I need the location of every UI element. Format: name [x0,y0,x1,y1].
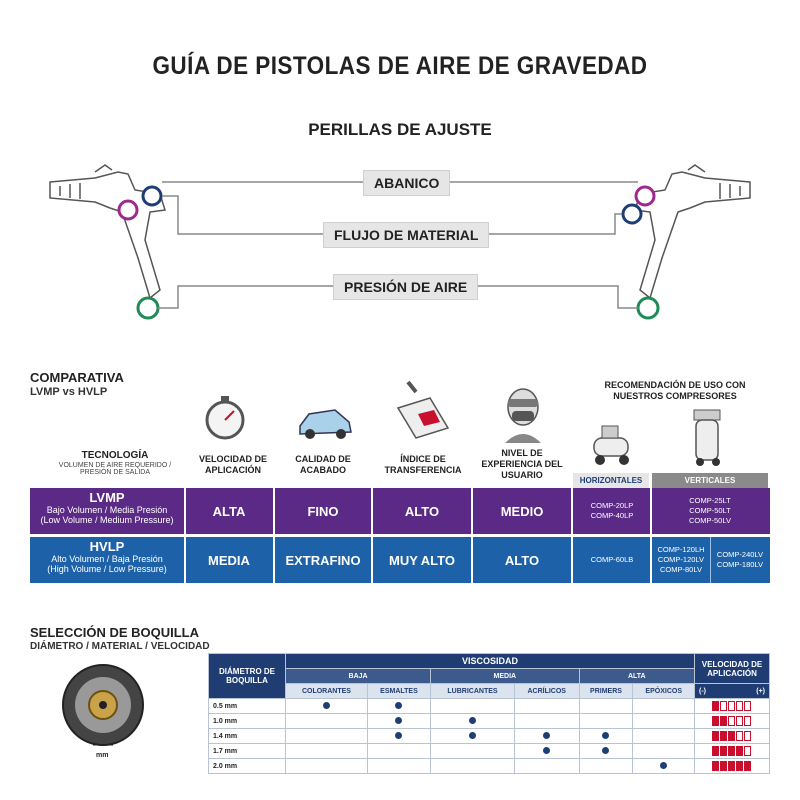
speed-bar [712,731,719,741]
knob-label-air: PRESIÓN DE AIRE [333,274,478,300]
compat-dot-icon [602,732,609,739]
speed-bar [712,746,719,756]
compat-dot-icon [469,732,476,739]
speed-bar [712,761,719,771]
col-head-speed: VELOCIDAD DE APLICACIÓN [198,454,267,475]
speed-bar [736,701,743,711]
speed-bars [695,759,770,774]
lvmp-speed: ALTA [212,503,246,519]
compat-dot-icon [395,717,402,724]
nozzle-cell [514,729,579,744]
speed-bar [744,701,751,711]
col-head-experience: NIVEL DE EXPERIENCIA DEL USUARIO [481,448,563,480]
speed-max: (+) [756,687,765,695]
hvlp-speed: MEDIA [208,552,250,568]
lvmp-horizontal [574,488,650,534]
nozzle-cell [367,699,430,714]
material-acrilicos: ACRÍLICOS [514,684,579,699]
nozzle-cell [286,699,368,714]
divider [571,488,573,583]
divider [273,488,275,583]
nozzle-cell [367,744,430,759]
knob-label-material: FLUJO DE MATERIAL [323,222,489,248]
lvmp-v-0: COMP-25LT [689,496,731,505]
fan-knob-left-icon [119,201,137,219]
lvmp-vertical [652,488,768,534]
air-knob-left-icon [138,298,158,318]
level-high: ALTA [579,669,694,684]
nozzle-cell [633,744,695,759]
nozzle-cell [633,714,695,729]
lvmp-desc: Bajo Volumen / Media Presión [46,505,168,515]
nozzle-cell [431,714,515,729]
hvlp-experience: ALTO [504,552,540,568]
nozzle-size: 1.7 mm [209,744,286,759]
lvmp-experience: MEDIO [500,503,544,519]
speed-bar [712,701,719,711]
speed-bar [720,731,727,741]
spray-gun-right-icon [635,165,750,298]
speed-bar [720,716,727,726]
speed-bar [744,716,751,726]
speed-bar [728,716,735,726]
hvlp-vb-0: COMP-240LV [716,550,764,559]
material-knob-right-icon [623,205,641,223]
hvlp-vertical-b [710,537,769,583]
section-subtitle-nozzle: DIÁMETRO / MATERIAL / VELOCIDAD [30,641,210,652]
nozzle-row [209,744,770,759]
speed-head: VELOCIDAD DE APLICACIÓN [695,654,770,684]
tech-label: TECNOLOGÍA [81,450,149,461]
hvlp-va-1: COMP-120LV [657,555,705,564]
hvlp-h-0: COMP-60LB [590,555,634,564]
speed-bar [728,761,735,771]
compat-dot-icon [323,702,330,709]
hvlp-name: HVLP [89,539,125,554]
hvlp-va-0: COMP-120LH [657,545,705,554]
divider [184,488,186,583]
nozzle-cell [286,744,368,759]
nozzle-cell [431,744,515,759]
nozzle-row [209,759,770,774]
nozzle-size: 0.5 mm [209,699,286,714]
viscosity-head: VISCOSIDAD [286,654,695,669]
nozzle-cell [514,744,579,759]
speed-bar [744,761,751,771]
nozzle-cell [579,714,633,729]
nozzle-row [209,714,770,729]
nozzle-cell [367,729,430,744]
section-title-nozzle: SELECCIÓN DE BOQUILLA [30,625,200,640]
nozzle-diameter-head: DIÁMETRO DE BOQUILLA [209,654,286,699]
hvlp-transfer: MUY ALTO [389,552,455,568]
stopwatch-icon [200,392,250,442]
nozzle-size: 2.0 mm [209,759,286,774]
material-colorantes: COLORANTES [286,684,368,699]
speed-bars [695,714,770,729]
nozzle-cell [286,729,368,744]
nozzle-size: 1.4 mm [209,729,286,744]
speed-scale [695,684,770,699]
nozzle-cell [431,699,515,714]
speed-bar [728,701,735,711]
compat-dot-icon [395,732,402,739]
car-icon [295,396,355,442]
air-knob-right-icon [638,298,658,318]
nozzle-rows [209,699,770,774]
speed-bar [736,716,743,726]
tech-sublabel: VOLUMEN DE AIRE REQUERIDO / PRESIÓN DE SALIDA [58,462,172,476]
lvmp-v-1: COMP-50LT [689,506,731,515]
speed-bar [712,716,719,726]
row-hvlp-label [30,539,184,574]
speed-bar [736,746,743,756]
level-medium: MEDIA [431,669,579,684]
lvmp-quality: FINO [307,503,339,519]
speed-bars [695,699,770,714]
col-head-quality: CALIDAD DE ACABADO [295,454,351,475]
speed-bars [695,729,770,744]
material-epoxicos: EPÓXICOS [633,684,695,699]
speed-bar [720,761,727,771]
nozzle-cell [367,759,430,774]
nozzle-cell [633,759,695,774]
speed-bar [728,746,735,756]
speed-bar [744,731,751,741]
recommend-header: RECOMENDACIÓN DE USO CON NUESTROS COMPRESORES [604,380,746,401]
speed-bar [736,761,743,771]
material-esmaltes: ESMALTES [367,684,430,699]
nozzle-cell [286,714,368,729]
hvlp-vb-1: COMP-180LV [716,560,764,569]
material-lubricantes: LUBRICANTES [431,684,515,699]
row-lvmp-label [30,490,184,525]
lvmp-h-0: COMP-20LP [590,501,634,510]
material-knob-left-icon [143,187,161,205]
nozzle-cell [514,699,579,714]
lvmp-name: LVMP [89,490,125,505]
compat-dot-icon [543,747,550,754]
nozzle-icon [55,660,155,760]
speed-bar [728,731,735,741]
respirator-user-icon [500,385,546,445]
speed-min: (-) [699,687,706,695]
compat-dot-icon [543,732,550,739]
nozzle-row [209,699,770,714]
nozzle-size: 1.0 mm [209,714,286,729]
lvmp-transfer: ALTO [404,503,440,519]
speed-bar [720,746,727,756]
nozzle-cell [633,729,695,744]
divider [371,488,373,583]
lvmp-h-1: COMP-40LP [590,511,634,520]
divider [471,488,473,583]
knob-label-fan: ABANICO [363,170,450,196]
nozzle-cell [286,759,368,774]
speed-bar [736,731,743,741]
material-primers: PRIMERS [579,684,633,699]
nozzle-table [208,653,770,774]
nozzle-cell [514,759,579,774]
compat-dot-icon [660,762,667,769]
nozzle-cell [579,759,633,774]
nozzle-cell [514,714,579,729]
col-head-horizontal: HORIZONTALES [573,473,649,488]
hvlp-desc: Alto Volumen / Baja Presión [51,554,163,564]
horizontal-compressor-icon [588,420,636,468]
lvmp-v-2: COMP-50LV [689,516,731,525]
page-title: GUÍA DE PISTOLAS DE AIRE DE GRAVEDAD [152,52,648,80]
divider [650,488,652,583]
nozzle-cell [431,759,515,774]
nozzle-row [209,729,770,744]
section-title-knobs: PERILLAS DE AJUSTE [308,120,492,139]
hvlp-vertical-a [652,537,710,583]
speed-bar [720,701,727,711]
fan-knob-right-icon [636,187,654,205]
vertical-compressor-icon [690,406,726,468]
nozzle-cell [431,729,515,744]
section-subtitle-comparativa: LVMP vs HVLP [30,386,108,398]
hvlp-desc-en: (High Volume / Low Pressure) [47,564,167,574]
hvlp-quality: EXTRAFINO [285,552,361,568]
section-title-comparativa: COMPARATIVA [30,370,124,385]
compat-dot-icon [602,747,609,754]
compat-dot-icon [469,717,476,724]
nozzle-cell [633,699,695,714]
nozzle-cell [579,729,633,744]
nozzle-cell [367,714,430,729]
nozzle-unit: mm [96,752,109,759]
hvlp-va-2: COMP-80LV [660,565,702,574]
lvmp-desc-en: (Low Volume / Medium Pressure) [40,515,174,525]
hvlp-horizontal [574,537,650,583]
col-head-transfer: ÍNDICE DE TRANSFERENCIA [384,454,462,475]
speed-bar [744,746,751,756]
speed-bars [695,744,770,759]
nozzle-cell [579,744,633,759]
transfer-panel-icon [390,378,452,442]
col-head-vertical: VERTICALES [652,473,768,488]
level-low: BAJA [286,669,431,684]
compat-dot-icon [395,702,402,709]
spray-gun-left-icon [50,165,165,298]
nozzle-cell [579,699,633,714]
